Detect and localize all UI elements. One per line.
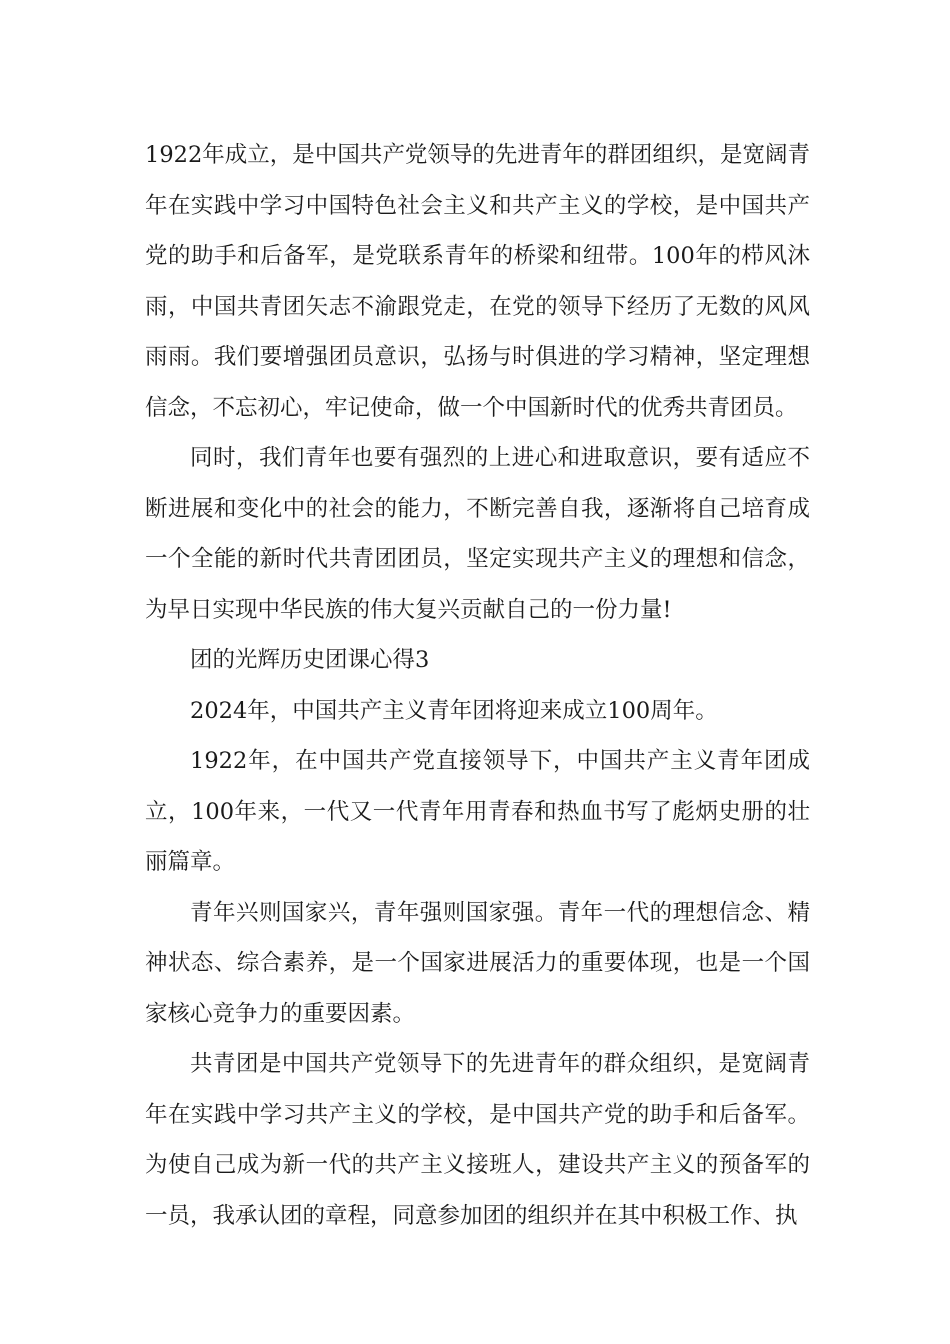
paragraph-4: 1922年，在中国共产党直接领导下，中国共产主义青年团成立，100年来，一代又一代青年用青春和热血书写了彪炳史册的壮丽篇章。 bbox=[145, 748, 810, 875]
document-body bbox=[145, 130, 810, 1241]
section-heading: 团的光辉历史团课心得3 bbox=[190, 647, 430, 673]
paragraph-5: 青年兴则国家兴，青年强则国家强。青年一代的理想信念、精神状态、综合素养，是一个国家进展活力的重要体现，也是一个国家核心竞争力的重要因素。 bbox=[145, 899, 810, 1027]
paragraph-1: 1922年成立，是中国共产党领导的先进青年的群团组织，是宽阔青年在实践中学习中国特色社会主义和共产主义的学校，是中国共产党的助手和后备军，是党联系青年的桥梁和纽带。100年的栉风沐雨，中国共青团矢志不渝跟党走，在党的领导下经历了无数的风风雨雨。我们要增强团员意识，弘扬与时俱进的学习精神，坚定理想信念，不忘初心，牢记使命，做一个中国新时代的优秀共青团员。 bbox=[145, 142, 810, 421]
paragraph-2: 同时，我们青年也要有强烈的上进心和进取意识，要有适应不断进展和变化中的社会的能力，不断完善自我，逐渐将自己培育成一个全能的新时代共青团团员，坚定实现共产主义的理想和信念，为早日实现中华民族的伟大复兴贡献自己的一份力量! bbox=[145, 445, 810, 623]
paragraph-6: 共青团是中国共产党领导下的先进青年的群众组织，是宽阔青年在实践中学习共产主义的学校，是中国共产党的助手和后备军。为使自己成为新一代的共产主义接班人，建设共产主义的预备军的一员，我承认团的章程，同意参加团的组织并在其中积极工作、执 bbox=[145, 1051, 810, 1229]
paragraph-3: 2024年，中国共产主义青年团将迎来成立100周年。 bbox=[190, 697, 718, 724]
